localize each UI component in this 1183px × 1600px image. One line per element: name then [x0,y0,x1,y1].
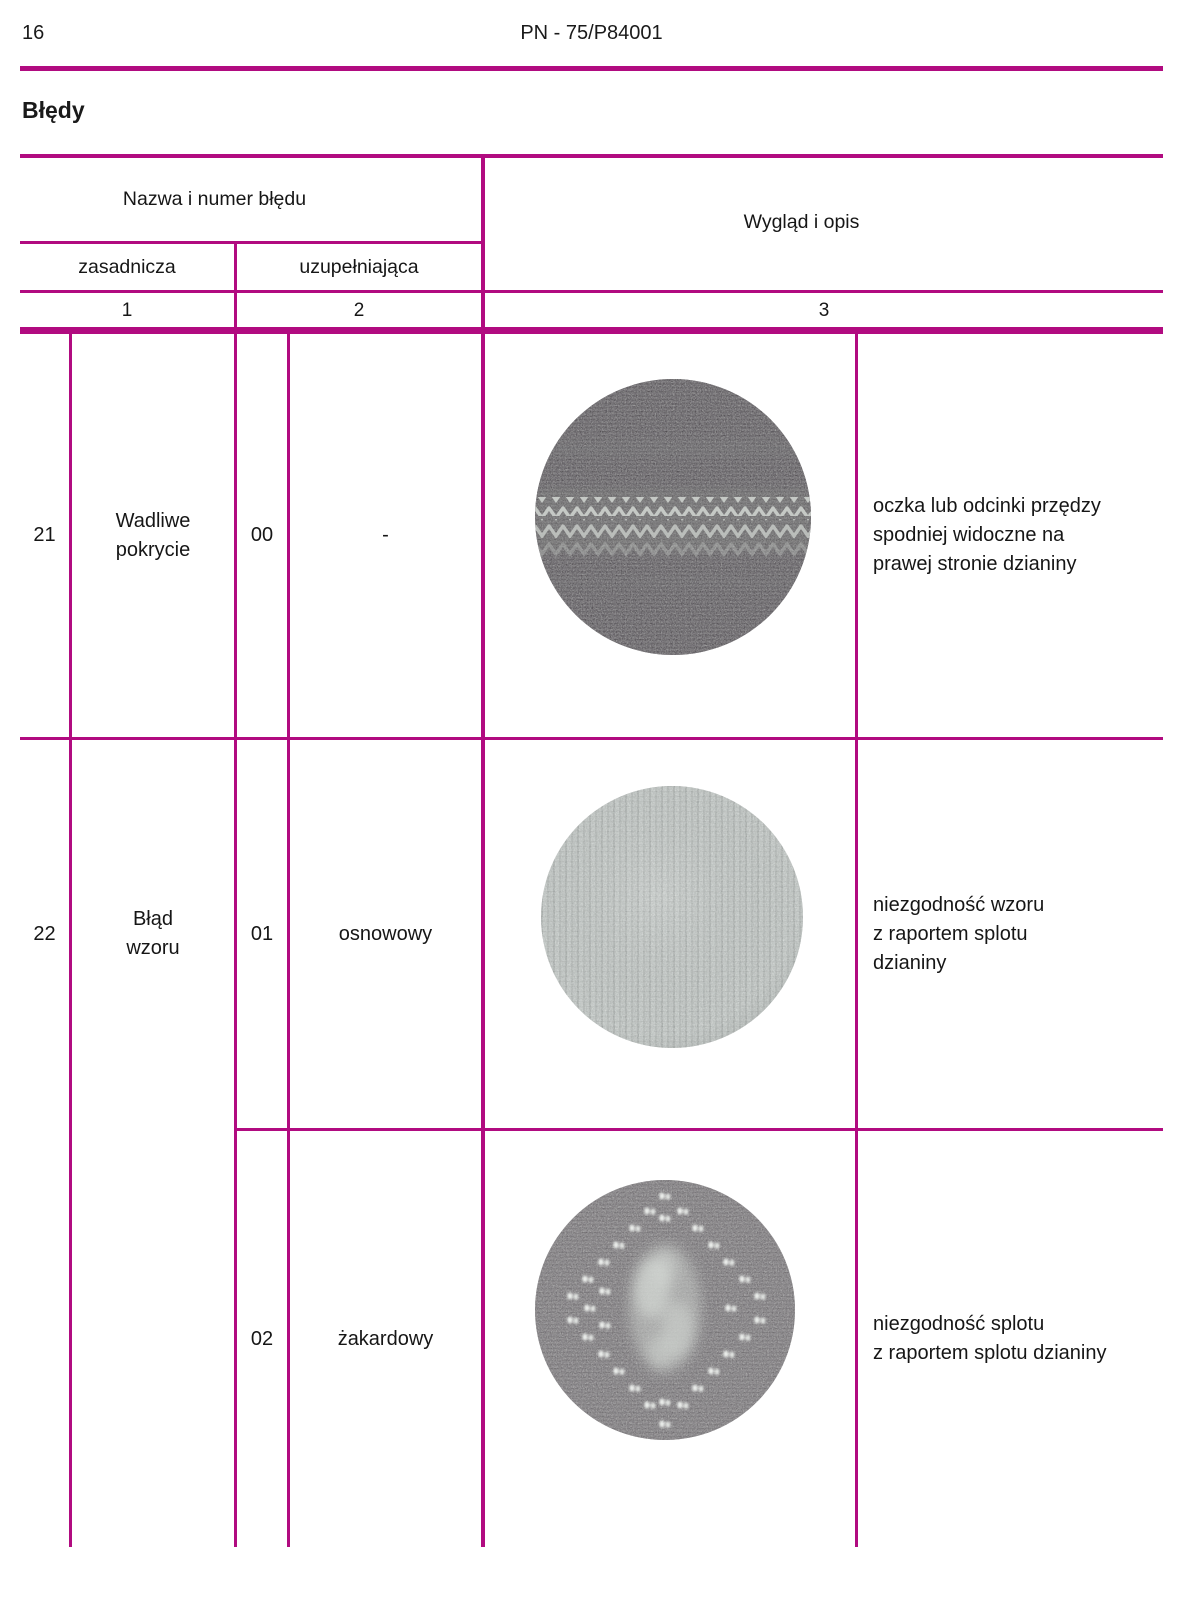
row22-sub02-name: żakardowy [337,1327,434,1350]
row21-description-line1: oczka lub odcinki przędzy [873,495,1101,517]
page-number: 16 [22,22,45,44]
table-border-thick [20,327,1163,334]
header-primary: zasadnicza [78,255,176,278]
standard-number: PN - 75/P84001 [520,22,663,44]
row21-name-line2: pokrycie [115,538,191,561]
row21-subname: - [382,524,389,546]
row21-subnumber: 00 [250,524,274,546]
header-rule [20,66,1163,71]
row21-number: 21 [33,524,56,546]
row21-description-line2: spodniej widoczne na [873,524,1065,546]
row22-name-line1: Błąd [132,908,173,930]
row22-sub01-name: osnowowy [338,922,433,945]
row22-sub02-description-line2: z raportem splotu dzianiny [873,1342,1107,1364]
row22-sub02-description [858,1131,1163,1547]
header-supplementary: uzupełniająca [299,255,419,278]
row22-sub02-description-line1: niezgodność splotu [873,1313,1045,1335]
header-colnum-3: 3 [818,299,830,321]
row22-sub01-description-line3: dzianiny [873,951,947,974]
row22-sub01-description-line2: z raportem splotu [873,922,1028,945]
row21-description-line3: prawej stronie dzianiny [873,553,1077,575]
row21-fabric-photo [535,379,811,655]
header-appearance: Wygląd i opis [743,210,860,233]
row22-sub02-fabric-photo [535,1180,795,1440]
row22-name [72,740,234,1128]
row22-sub02-number: 02 [250,1327,274,1350]
row22-name-line2: wzoru [126,937,180,959]
row21-name [72,334,234,737]
header-name-group: Nazwa i numer błędu [122,188,307,210]
row22-sub01-fabric-photo [541,786,803,1048]
header-colnum-1: 1 [121,299,133,321]
row21-name-line1: Wadliwe [115,509,191,532]
row22-sub01-description [858,740,1163,1128]
row21-description [858,334,1163,737]
row22-sub01-description-line1: niezgodność wzoru [873,893,1045,916]
table-divider-main [481,154,485,1547]
header-colnum-2: 2 [353,299,365,321]
section-title: Błędy [22,97,85,123]
row22-number: 22 [33,922,56,945]
row22-sub01-number: 01 [250,922,274,945]
